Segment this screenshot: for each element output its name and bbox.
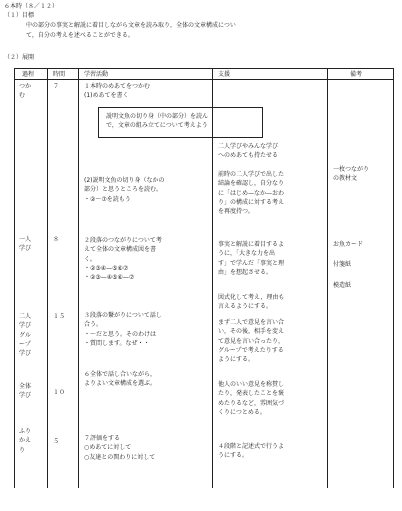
table-top-border: [14, 68, 393, 69]
header-notes: 備考: [350, 71, 363, 78]
goal-text-line-1: 中の部分の事実と解説に着目しながら文章を読み取り，全体の文章構成につい: [26, 22, 236, 29]
support-praise-atmosphere: 他人のいい意見を称賛し たり，発表したことを褒 めたりるなど，雰囲気づ くりにつとめる。: [218, 381, 285, 416]
support-pair-then-group: まず二人で意見を言い合 い，その後，相手を変え て意見を言い合ったり， グループで考えたりする ようにする。: [218, 319, 285, 364]
table-header-border: [14, 79, 393, 80]
activity-discuss-paragraphs: ３段落の繋がりについて話し 合う。 ・～だと思う。そのわけは ・質問します。なぜ・・: [84, 312, 162, 347]
goal-heading: （１）目標: [4, 12, 35, 19]
goal-box: [98, 107, 263, 138]
process-whole-class-learning: 全体 学び: [19, 383, 32, 400]
process-grasp: つか む: [19, 83, 32, 100]
column-divider-activity: [78, 68, 79, 488]
time-pair-group: １５: [53, 313, 66, 320]
header-activity: 学習活動: [84, 71, 109, 78]
activity-whole-class-discussion: ６全体で話し合いながら， よりよい文章構成を選ぶ。: [84, 371, 157, 388]
note-poster-paper: 模造紙: [333, 282, 352, 289]
note-fish-cards: お魚カード: [333, 241, 364, 248]
table-left-border: [14, 68, 15, 488]
table-right-border: [393, 68, 394, 488]
support-facts-explanations: 事実と解説に着目するよ うに，「大きな力を出 す」で学んだ「事実と理 由」を想起させる。: [218, 241, 285, 276]
support-diagram-reasons: 図式化して考え，理由も 言えるようにする。: [218, 294, 285, 311]
activity-read-middle: (2)説明文魚の切り身（なかの 部分）と思うところを読む。 ・②～⑦を読もう: [84, 177, 165, 203]
activity-evaluation: ７評価をする ○めあてに対して ○友達との関わりに対して: [84, 435, 156, 461]
activity-structure-diagram: ２段落のつながりについて考 えて全体の文章構成図を書 く。 ・②③④—⑤⑥⑦ ・②③—④⑤⑥—⑦: [84, 237, 162, 282]
column-divider-time: [47, 68, 48, 488]
support-review-previous: 前時の二人学びで出した 結論を確認し，自分なり に「はじめ—なか—おわ り」の構成に対する考え を再度持つ。: [218, 171, 285, 216]
support-goal-awareness: 二人学びやみんな学び へのめあても持たせる: [218, 143, 279, 160]
time-solo: ８: [53, 236, 60, 243]
process-pair-group-learning: 二人 学び グル ープ 学び: [19, 313, 32, 358]
support-evaluation-method: ４段階と記述式で行うよ うにする。: [218, 443, 285, 460]
process-solo-learning: 一人 学び: [19, 236, 32, 253]
development-heading: （２）展開: [4, 54, 35, 61]
header-time: 時間: [53, 71, 66, 78]
note-sticky-notes: 付箋紙: [333, 261, 352, 268]
goal-box-text: 説明文魚の切り身（中の部分）を読ん で，文章の組み立てについて考えよう: [106, 113, 209, 130]
time-whole-class: １０: [53, 389, 66, 396]
activity-grasp-goal: １本時のめあてをつかむ (1)めあてを書く: [84, 83, 151, 100]
process-reflection: ふり かえ り: [19, 428, 32, 454]
lesson-line: ６本時（８／１２）: [4, 3, 59, 10]
header-process: 過程: [22, 71, 35, 78]
note-worksheet: 一枚つながり の教材文: [333, 166, 370, 183]
time-grasp: ７: [53, 83, 60, 90]
time-reflection: ５: [53, 438, 60, 445]
column-divider-notes: [327, 68, 328, 488]
goal-text-line-2: て，自分の考えを述べることができる。: [26, 32, 134, 39]
header-support: 支援: [218, 71, 231, 78]
